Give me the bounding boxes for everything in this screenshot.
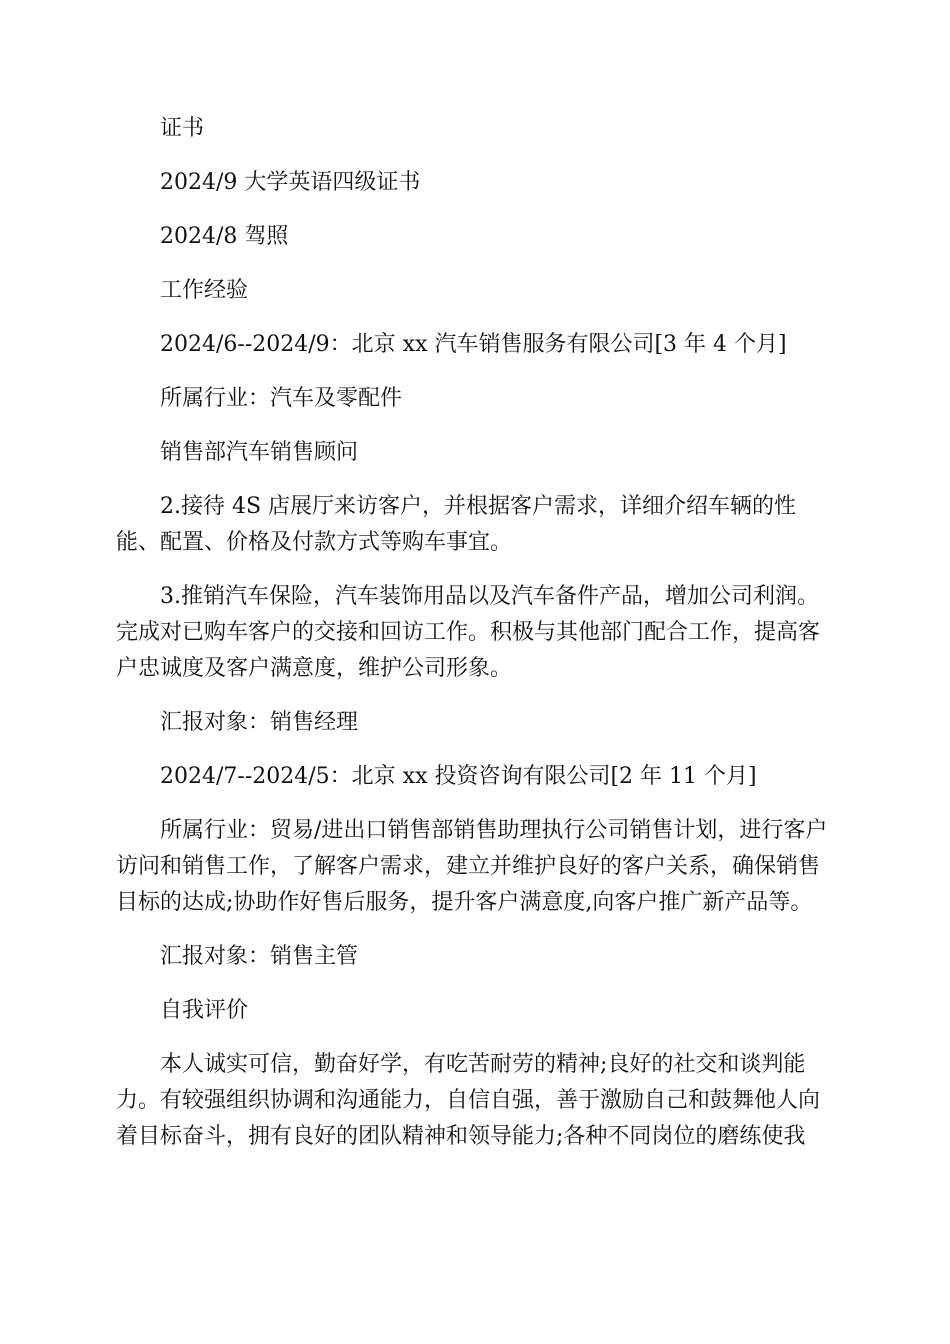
job-1-duty-2: 2.接待 4S 店展厅来访客户，并根据客户需求，详细介绍车辆的性能、配置、价格及付款方式等购车事宜。 bbox=[116, 494, 797, 555]
job-1-report-to: 汇报对象：销售经理 bbox=[160, 710, 359, 735]
self-evaluation-text: 本人诚实可信，勤奋好学，有吃苦耐劳的精神;良好的社交和谈判能力。有较强组织协调和沟通能力，自信自强，善于激励自己和鼓舞他人向着目标奋斗，拥有良好的团队精神和领导能力;各种不同岗位的磨练使我 bbox=[116, 1052, 821, 1149]
job-2-industry-description: 所属行业：贸易/进出口销售部销售助理执行公司销售计划，进行客户访问和销售工作，了解客户需求，建立并维护良好的客户关系，确保销售目标的达成;协助作好售后服务，提升客户满意度,向客户推广新产品等。 bbox=[116, 818, 828, 915]
job-1-industry: 所属行业：汽车及零配件 bbox=[160, 386, 403, 411]
job-2-report-to: 汇报对象：销售主管 bbox=[160, 944, 359, 969]
job-1-duty-3: 3.推销汽车保险，汽车装饰用品以及汽车备件产品，增加公司利润。完成对已购车客户的交接和回访工作。积极与其他部门配合工作，提高客户忠诚度及客户满意度，维护公司形象。 bbox=[116, 584, 821, 681]
section-heading-self-evaluation: 自我评价 bbox=[160, 998, 249, 1023]
job-2-period-company: 2024/7--2024/5：北京 xx 投资咨询有限公司[2 年 11 个月] bbox=[160, 764, 757, 789]
section-heading-work-experience: 工作经验 bbox=[160, 278, 249, 303]
document-body bbox=[116, 111, 840, 1155]
job-1-position: 销售部汽车销售顾问 bbox=[160, 440, 359, 465]
section-heading-certificates: 证书 bbox=[160, 116, 205, 141]
certificate-driving-license: 2024/8 驾照 bbox=[160, 224, 289, 249]
job-1-period-company: 2024/6--2024/9：北京 xx 汽车销售服务有限公司[3 年 4 个月] bbox=[160, 332, 787, 357]
certificate-cet4: 2024/9 大学英语四级证书 bbox=[160, 170, 421, 195]
